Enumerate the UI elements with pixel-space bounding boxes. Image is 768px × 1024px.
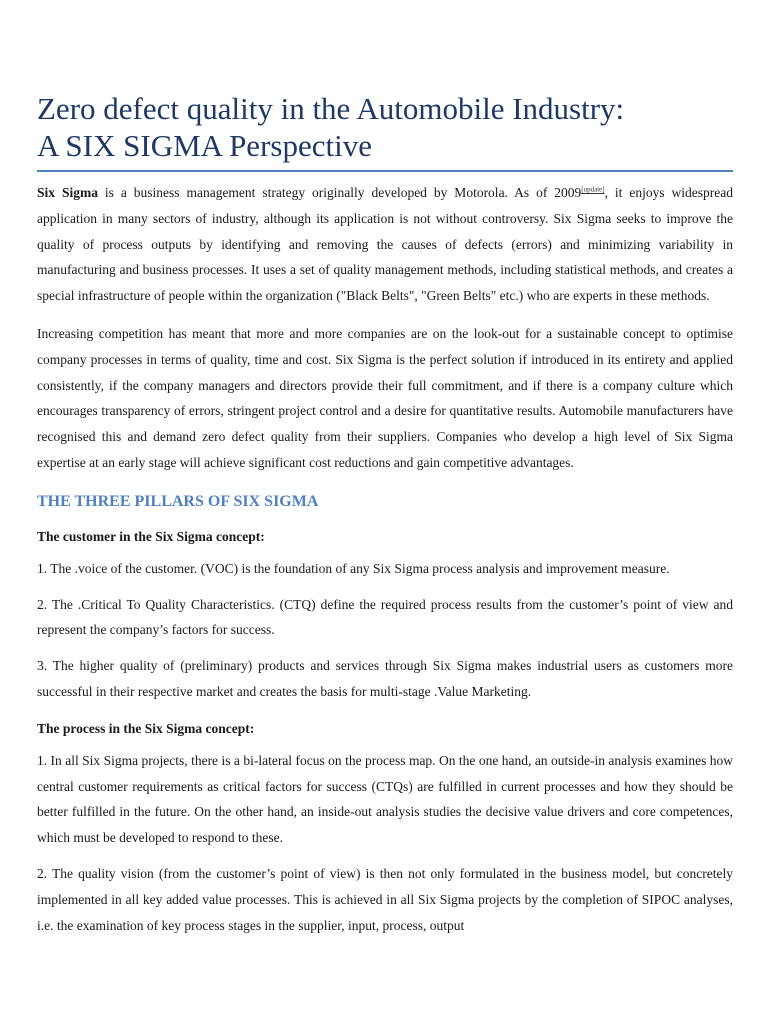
process-subheading: The process in the Six Sigma concept: [37,720,255,736]
intro-text-b: , it enjoys widespread application in many sectors of industry, although its application is not without controversy. Six Sigma seeks to improve the quality of process outputs by identifying and removing the causes of defects (errors) and minimizing variability in manufacturing and business processes. It uses a set of quality management methods, including statistical methods, and creates a special infrastructure of people within the organization ("Black Belts", "Green Belts" etc.) who are experts in these methods. [37,185,733,304]
competition-paragraph: Increasing competition has meant that more and more companies are on the look-out for a sustainable concept to optimise company processes in terms of quality, time and cost. Six Sigma is the perfect solution if introduced in its entirety and applied consistently, if the company managers and directors provide their full commitment, and if there is a company culture which encourages transparency of errors, stringent project control and a desire for quantitative results. Automobile manufacturers have recognised this and demand zero defect quality from their suppliers. Companies who develop a high level of Six Sigma expertise at an early stage will achieve significant cost reductions and gain competitive advantages. [37,325,733,470]
section-heading-three-pillars: THE THREE PILLARS OF SIX SIGMA [37,492,319,510]
intro-paragraph [37,180,733,309]
process-item-1: 1. In all Six Sigma projects, there is a bi-lateral focus on the process map. On the one hand, an outside-in analysis examines how central customer requirements as critical factors for success (CTQs) are fulfilled in current processes and how they should be better fulfilled in the future. On the other hand, an inside-out analysis studies the decisive value drivers and core competences, which must be developed to respond to these. [37,752,733,846]
document-title [37,90,733,172]
update-footnote-link[interactable]: [update] [581,185,605,194]
customer-subheading: The customer in the Six Sigma concept: [37,528,265,544]
intro-lead-term: Six Sigma [37,185,98,200]
title-line-2: A SIX SIGMA Perspective [37,128,372,163]
customer-item-3: 3. The higher quality of (preliminary) products and services through Six Sigma makes industrial users as customers more successful in their respective market and creates the basis for multi-stage .Value Marketing. [37,658,733,699]
customer-item-2: 2. The .Critical To Quality Characteristics. (CTQ) define the required process results from the customer’s point of view and represent the company’s factors for success. [37,596,733,638]
process-item-2: 2. The quality vision (from the customer’s point of view) is then not only formulated in the business model, but concretely implemented in all key added value processes. This is achieved in all Six Sigma projects by the completion of SIPOC analyses, i.e. the examination of key process stages in the supplier, input, process, output [37,865,733,933]
intro-text-a: is a business management strategy originally developed by Motorola. As of 2009 [97,185,582,200]
document-page [37,90,733,938]
title-line-1: Zero defect quality in the Automobile Industry: [37,91,625,126]
customer-item-1: 1. The .voice of the customer. (VOC) is the foundation of any Six Sigma process analysis and improvement measure. [37,560,670,576]
